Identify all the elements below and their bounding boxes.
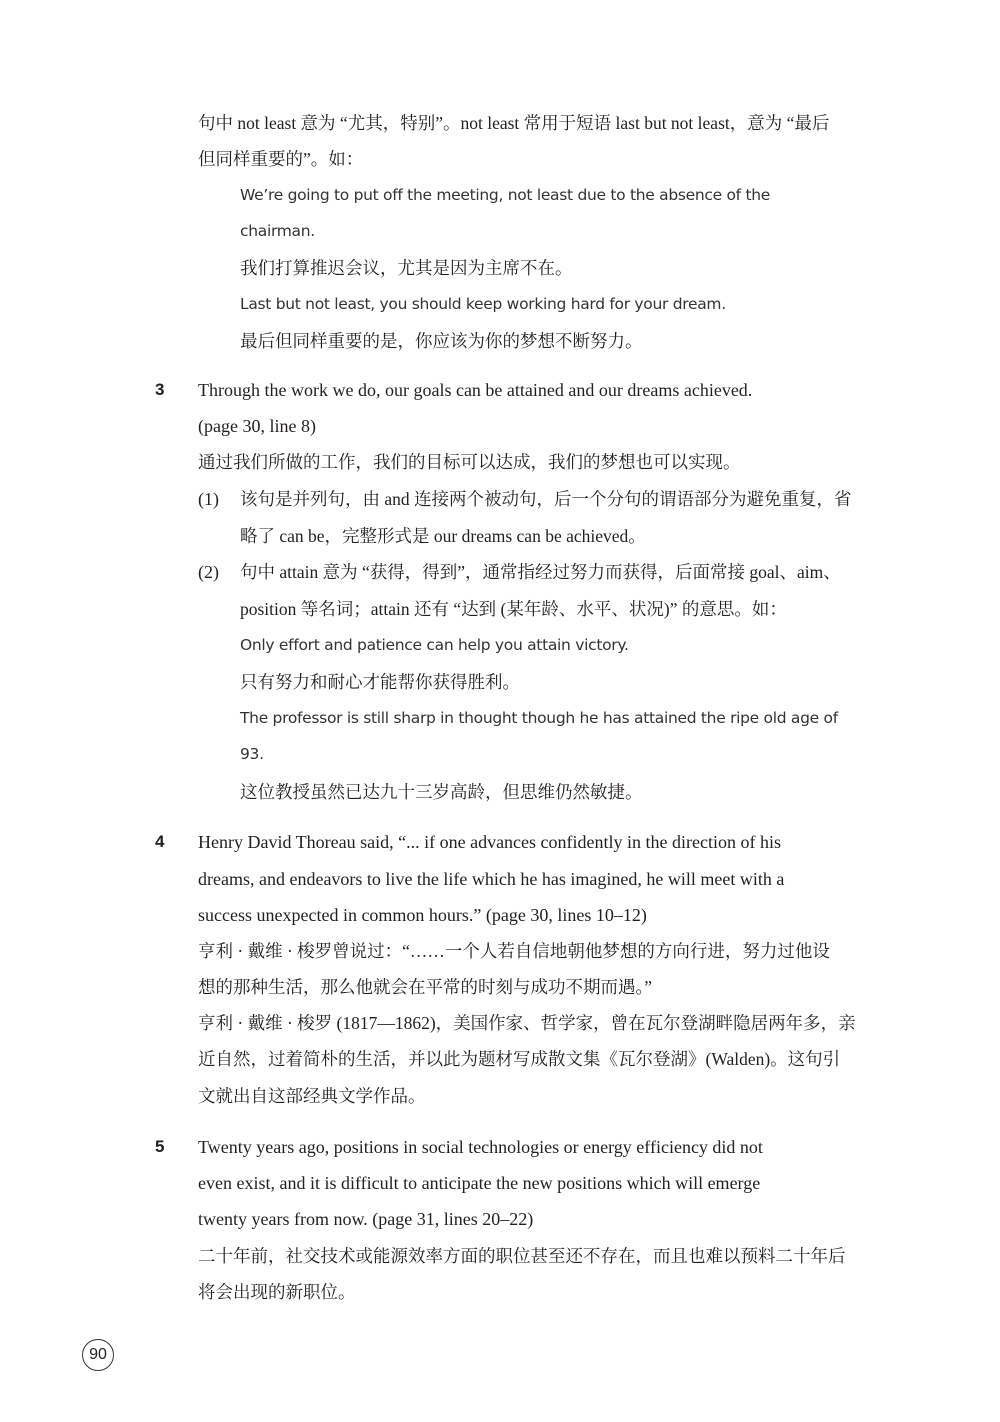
example-line: The professor is still sharp in thought though he has attained the ripe old age of bbox=[240, 709, 838, 727]
text-line: 近自然，过着简朴的生活，并以此为题材写成散文集《瓦尔登湖》(Walden)。这句引 bbox=[198, 1049, 841, 1069]
text-line: Through the work we do, our goals can be attained and our dreams achieved. bbox=[198, 380, 753, 400]
text-line: position 等名词；attain 还有 “达到 (某年龄、水平、状况)” 的意思。如： bbox=[240, 599, 787, 619]
text-line: 句中 not least 意为 “尤其，特别”。not least 常用于短语 last but not least，意为 “最后 bbox=[198, 113, 830, 133]
text-line: success unexpected in common hours.” (page 30, lines 10–12) bbox=[198, 905, 647, 925]
text-line: 文就出自这部经典文学作品。 bbox=[198, 1086, 426, 1106]
text-line: 句中 attain 意为 “获得，得到”，通常指经过努力而获得，后面常接 goal、aim、 bbox=[240, 562, 841, 582]
item-number: 5 bbox=[155, 1137, 165, 1156]
example-line: Last but not least, you should keep working hard for your dream. bbox=[240, 295, 726, 313]
text-line: 但同样重要的”。如： bbox=[198, 149, 364, 169]
text-line: 略了 can be，完整形式是 our dreams can be achieved。 bbox=[240, 526, 646, 546]
subitem-label: (2) bbox=[198, 562, 219, 582]
example-translation: 我们打算推迟会议，尤其是因为主席不在。 bbox=[240, 258, 573, 278]
example-line: chairman. bbox=[240, 222, 315, 240]
text-line: 亨利 · 戴维 · 梭罗 (1817—1862)，美国作家、哲学家，曾在瓦尔登湖畔隐居两年多，亲 bbox=[198, 1013, 856, 1033]
text-line: even exist, and it is difficult to anticipate the new positions which will emerge bbox=[198, 1173, 761, 1193]
text-line: 二十年前，社交技术或能源效率方面的职位甚至还不存在，而且也难以预料二十年后 bbox=[198, 1246, 846, 1266]
text-line: (page 30, line 8) bbox=[198, 416, 316, 436]
subitem-label: (1) bbox=[198, 489, 219, 509]
page-number: 90 bbox=[82, 1339, 114, 1371]
example-translation: 这位教授虽然已达九十三岁高龄，但思维仍然敏捷。 bbox=[240, 782, 643, 802]
text-line: Twenty years ago, positions in social technologies or energy efficiency did not bbox=[198, 1137, 763, 1157]
example-translation: 最后但同样重要的是，你应该为你的梦想不断努力。 bbox=[240, 331, 643, 351]
example-line: 93. bbox=[240, 745, 264, 763]
text-line: dreams, and endeavors to live the life which he has imagined, he will meet with a bbox=[198, 869, 785, 889]
example-line: Only effort and patience can help you attain victory. bbox=[240, 636, 629, 654]
text-line: 想的那种生活，那么他就会在平常的时刻与成功不期而遇。” bbox=[198, 977, 653, 997]
text-line: 将会出现的新职位。 bbox=[198, 1282, 356, 1302]
item-number: 3 bbox=[155, 380, 165, 399]
text-line: 该句是并列句，由 and 连接两个被动句，后一个分句的谓语部分为避免重复，省 bbox=[240, 489, 852, 509]
text-line: twenty years from now. (page 31, lines 20–22) bbox=[198, 1209, 534, 1229]
example-line: We’re going to put off the meeting, not least due to the absence of the bbox=[240, 186, 770, 204]
item-number: 4 bbox=[155, 832, 165, 851]
text-line: 通过我们所做的工作，我们的目标可以达成，我们的梦想也可以实现。 bbox=[198, 452, 741, 472]
text-line: 亨利 · 戴维 · 梭罗曾说过：“……一个人若自信地朝他梦想的方向行进，努力过他设 bbox=[198, 941, 830, 961]
text-line: Henry David Thoreau said, “... if one advances confidently in the direction of his bbox=[198, 832, 781, 852]
example-translation: 只有努力和耐心才能帮你获得胜利。 bbox=[240, 672, 520, 692]
